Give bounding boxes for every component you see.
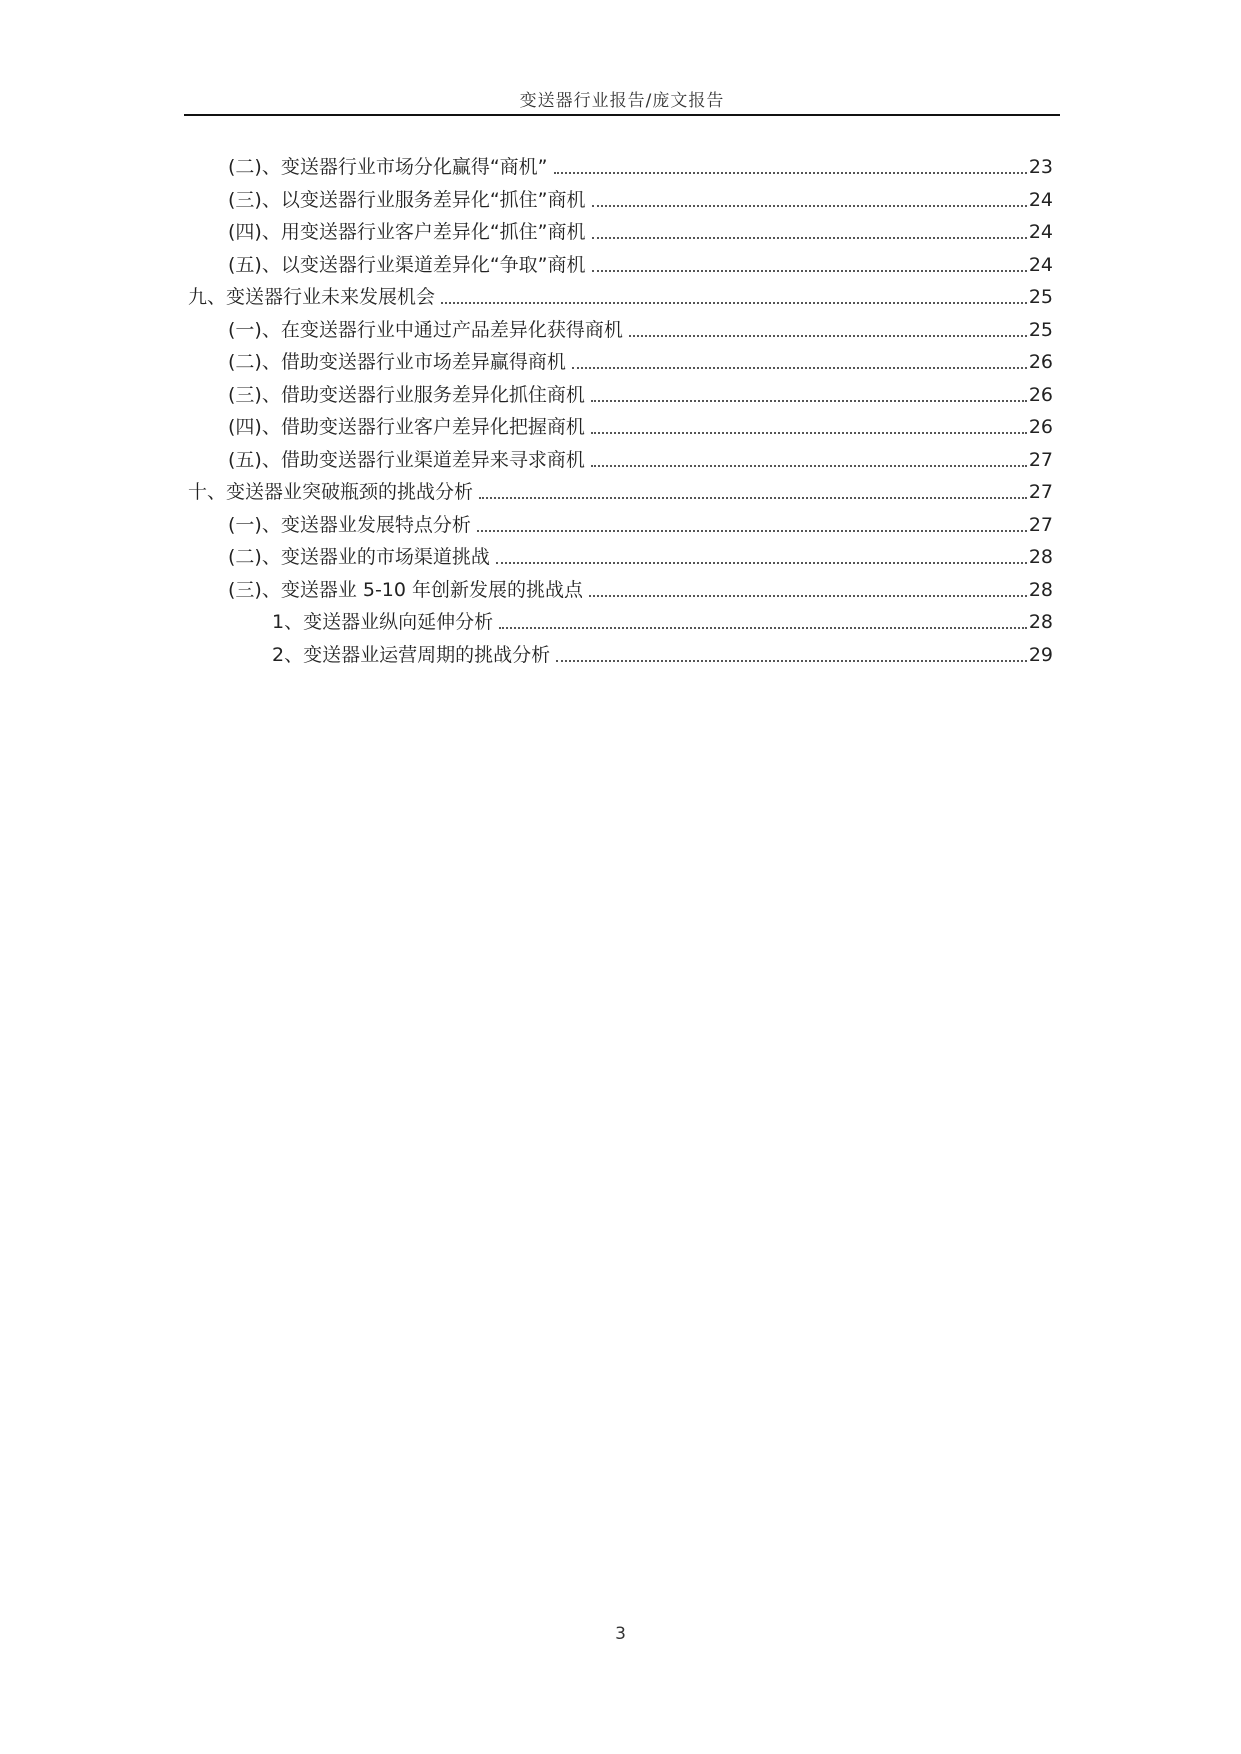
running-header: 变送器行业报告/庞文报告 [519,91,725,111]
toc-dot-leader [499,627,1027,629]
toc-entry-page: 28 [1028,579,1053,601]
toc-entry[interactable] [228,571,1053,603]
toc-dot-leader [589,595,1027,597]
toc-entry[interactable] [228,311,1053,343]
toc-entry-page: 29 [1028,644,1053,666]
toc-dot-leader [629,335,1027,337]
toc-entry-page: 25 [1028,319,1053,341]
toc-entry-title: (二)、借助变送器行业市场差异赢得商机 [228,351,566,373]
toc-entry-page: 27 [1028,514,1053,536]
toc-entry-title: (三)、以变送器行业服务差异化“抓住”商机 [228,189,586,211]
toc-entry[interactable] [228,376,1053,408]
toc-entry-title: (四)、用变送器行业客户差异化“抓住”商机 [228,221,586,243]
toc-entry-title: (二)、变送器业的市场渠道挑战 [228,546,490,568]
toc-dot-leader [479,497,1027,499]
toc-entry-title: (二)、变送器行业市场分化赢得“商机” [228,156,548,178]
toc-entry[interactable] [228,538,1053,570]
toc-dot-leader [556,660,1027,662]
toc-entry[interactable] [228,148,1053,180]
toc-entry-title: (三)、变送器业 5-10 年创新发展的挑战点 [228,579,584,601]
toc-dot-leader [554,172,1027,174]
toc-entry[interactable] [228,246,1053,278]
toc-entry-title: (五)、以变送器行业渠道差异化“争取”商机 [228,254,586,276]
toc-entry-page: 26 [1028,416,1053,438]
toc-entry-title: (三)、借助变送器行业服务差异化抓住商机 [228,384,585,406]
toc-entry[interactable] [188,473,1053,505]
toc-entry[interactable] [228,408,1053,440]
toc-dot-leader [592,270,1027,272]
toc-dot-leader [592,237,1027,239]
toc-dot-leader [477,530,1027,532]
toc-entry-page: 27 [1028,449,1053,471]
toc-entry-title: (一)、在变送器行业中通过产品差异化获得商机 [228,319,623,341]
page-number: 3 [615,1624,626,1644]
toc-entry-page: 24 [1028,221,1053,243]
toc-entry[interactable] [228,343,1053,375]
toc-entry[interactable] [272,636,1053,668]
toc-entry-title: (五)、借助变送器行业渠道差异来寻求商机 [228,449,585,471]
toc-entry-page: 24 [1028,189,1053,211]
toc-entry-title: (四)、借助变送器行业客户差异化把握商机 [228,416,585,438]
toc-entry[interactable] [228,181,1053,213]
toc-entry-title: (一)、变送器业发展特点分析 [228,514,471,536]
toc-entry-title: 十、变送器业突破瓶颈的挑战分析 [188,481,474,503]
toc-entry-page: 28 [1028,546,1053,568]
toc-entry-page: 26 [1028,351,1053,373]
header-rule [184,114,1060,116]
toc-entry[interactable] [228,506,1053,538]
toc-dot-leader [591,432,1027,434]
toc-entry[interactable] [228,441,1053,473]
toc-entry-page: 28 [1028,611,1053,633]
toc-entry-title: 1、变送器业纵向延伸分析 [272,611,494,633]
toc-entry-page: 23 [1028,156,1053,178]
toc-entry[interactable] [188,278,1053,310]
toc-entry-page: 25 [1028,286,1053,308]
toc-entry-page: 26 [1028,384,1053,406]
toc-dot-leader [572,367,1027,369]
toc-entry-page: 24 [1028,254,1053,276]
toc-entry[interactable] [272,603,1053,635]
toc-dot-leader [592,205,1027,207]
toc-dot-leader [591,400,1027,402]
toc-entry-page: 27 [1028,481,1053,503]
toc-entry-title: 九、变送器行业未来发展机会 [188,286,436,308]
toc-dot-leader [591,465,1027,467]
toc-dot-leader [441,302,1027,304]
toc-entry[interactable] [228,213,1053,245]
toc-entry-title: 2、变送器业运营周期的挑战分析 [272,644,551,666]
toc-dot-leader [496,562,1027,564]
